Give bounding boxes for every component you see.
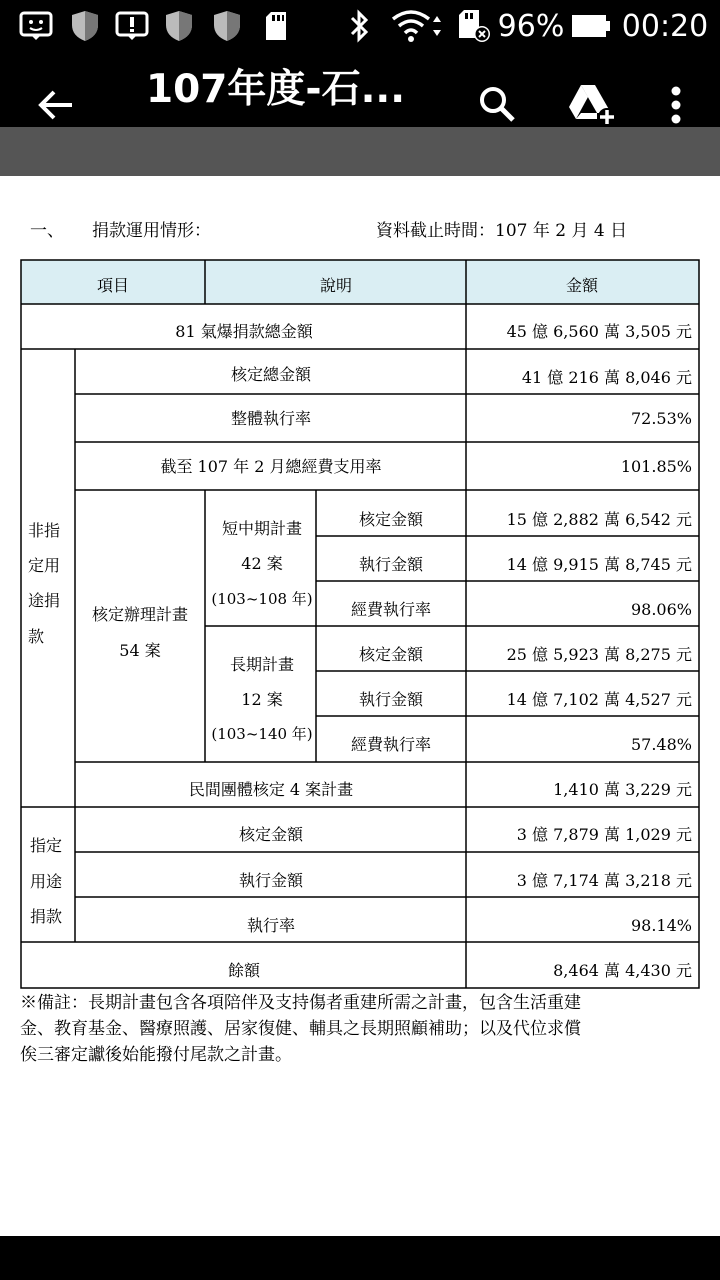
designated-row-amount: 98.14% [630, 916, 692, 935]
civil-label: 民間團體核定 4 案計畫 [188, 780, 354, 799]
overall-rate: 72.53% [630, 409, 692, 428]
clock: 00:20 [621, 8, 709, 44]
expense-rate-label: 截至 107 年 2 月總經費支用率 [160, 457, 382, 476]
long-plan-row-label: 執行金額 [358, 690, 424, 709]
non-designated-label-2: 定用 [27, 556, 61, 575]
search-icon[interactable] [470, 78, 524, 132]
more-vert-icon[interactable] [656, 78, 696, 132]
long-plan-count: 12 案 [241, 690, 283, 709]
designated-row-amount: 3 億 7,879 萬 1,029 元 [516, 825, 692, 844]
donation-table [0, 176, 720, 980]
header-amount: 金額 [565, 276, 599, 295]
remarks [20, 990, 720, 1068]
expense-rate: 101.85% [620, 457, 692, 476]
civil-amount: 1,410 萬 3,229 元 [553, 780, 692, 799]
sd-card-icon [262, 0, 290, 52]
bluetooth-icon [344, 0, 374, 52]
short-plan-row-label: 執行金額 [358, 555, 424, 574]
battery-percent: 96% [497, 8, 565, 44]
short-plan-count: 42 案 [241, 554, 283, 573]
designated-label-2: 用途 [29, 872, 63, 891]
sd-card-error-icon [456, 0, 492, 52]
balance-label: 餘額 [227, 961, 261, 980]
section-title: 捐款運用情形： [92, 221, 211, 241]
short-plan-row-amount: 98.06% [630, 600, 692, 619]
short-plan-years: (103~108 年) [211, 590, 313, 608]
designated-row-label: 執行率 [246, 916, 296, 935]
designated-label-1: 指定 [29, 836, 63, 855]
designated-label-3: 捐款 [29, 907, 63, 926]
toolbar-shadow-band [0, 127, 720, 176]
approved-total-amount: 41 億 216 萬 8,046 元 [521, 368, 692, 387]
shield-icon [162, 0, 196, 52]
long-plan-row-label: 經費執行率 [350, 735, 432, 754]
total-amount: 45 億 6,560 萬 3,505 元 [506, 322, 692, 341]
navigation-bar [0, 1236, 720, 1280]
non-designated-label-4: 款 [27, 627, 45, 646]
long-plan-row-amount: 57.48% [630, 735, 692, 754]
notification-face-icon [18, 0, 54, 52]
section-label: 一、 [30, 221, 64, 241]
approved-total-label: 核定總金額 [230, 365, 312, 384]
header-description: 說明 [319, 276, 353, 295]
designated-row-label: 執行金額 [238, 871, 304, 890]
status-bar [0, 0, 720, 52]
long-plan-row-amount: 14 億 7,102 萬 4,527 元 [506, 690, 692, 709]
non-designated-label-1: 非指 [27, 521, 61, 540]
short-plan-row-label: 經費執行率 [350, 600, 432, 619]
drive-add-icon[interactable] [562, 78, 622, 132]
shield-icon [210, 0, 244, 52]
remark-line: ※備註：長期計畫包含各項陪伴及支持傷者重建所需之計畫，包含生活重建 [20, 993, 581, 1013]
total-label: 81 氣爆捐款總金額 [175, 322, 313, 341]
shield-icon [68, 0, 102, 52]
non-designated-label-3: 途捐 [27, 591, 61, 610]
plans-count: 54 案 [119, 641, 161, 660]
long-plan-row-amount: 25 億 5,923 萬 8,275 元 [506, 645, 692, 664]
long-plan-years: (103~140 年) [211, 725, 313, 743]
remark-line: 俟三審定讞後始能撥付尾款之計畫。 [20, 1045, 292, 1065]
designated-row-label: 核定金額 [238, 825, 304, 844]
document-title: 107年度-石... [146, 67, 406, 112]
battery-icon [570, 0, 612, 52]
long-plan-name: 長期計畫 [229, 655, 295, 674]
short-plan-row-amount: 15 億 2,882 萬 6,542 元 [506, 510, 692, 529]
short-plan-name: 短中期計畫 [221, 519, 303, 538]
alert-box-icon [114, 0, 150, 52]
document-page[interactable] [0, 176, 720, 1236]
overall-rate-label: 整體執行率 [230, 409, 312, 428]
short-plan-row-amount: 14 億 9,915 萬 8,745 元 [506, 555, 692, 574]
plans-label: 核定辦理計畫 [91, 605, 189, 624]
long-plan-row-label: 核定金額 [358, 645, 424, 664]
designated-row-amount: 3 億 7,174 萬 3,218 元 [516, 871, 692, 890]
short-plan-row-label: 核定金額 [358, 510, 424, 529]
balance-amount: 8,464 萬 4,430 元 [553, 961, 692, 980]
remark-line: 金、教育基金、醫療照護、居家復健、輔具之長期照顧補助；以及代位求償 [20, 1019, 581, 1039]
date-note: 資料截止時間：107 年 2 月 4 日 [376, 221, 628, 241]
header-item: 項目 [96, 276, 130, 295]
wifi-icon [390, 0, 446, 52]
back-arrow-icon[interactable] [30, 82, 82, 128]
